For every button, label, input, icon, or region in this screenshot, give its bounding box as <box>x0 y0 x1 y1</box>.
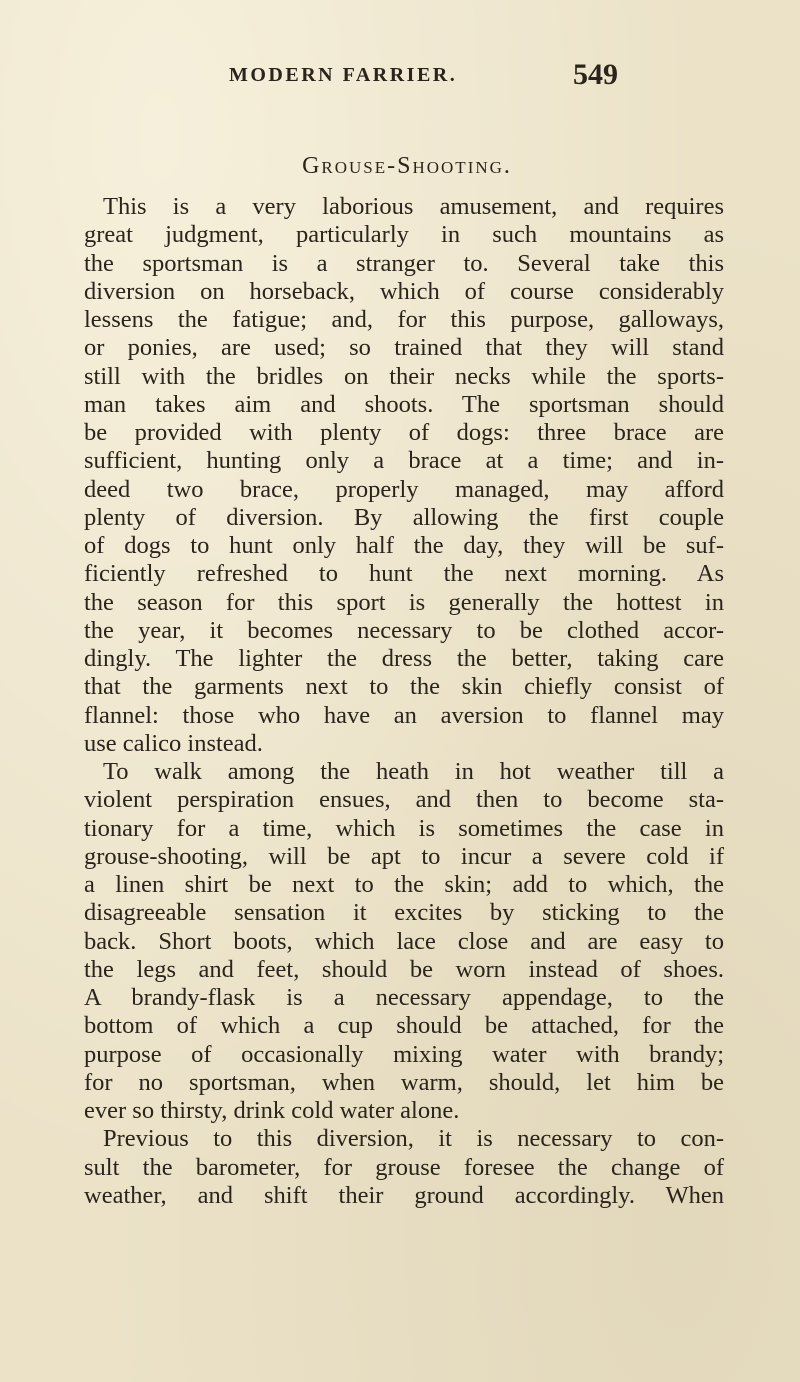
body-text <box>84 193 724 1210</box>
text-line: violent perspiration ensues, and then to become sta- <box>84 786 724 814</box>
text-line: grouse-shooting, will be apt to incur a severe cold if <box>84 842 724 870</box>
text-line: sufficient, hunting only a brace at a time; and in- <box>84 447 724 475</box>
text-line: a linen shirt be next to the skin; add to which, the <box>84 871 724 898</box>
text-line: the season for this sport is generally the hottest in <box>84 588 724 616</box>
text-line: the sportsman is a stranger to. Several take this <box>84 249 724 277</box>
text-line: that the garments next to the skin chiefly consist of <box>84 673 724 701</box>
section-heading: Grouse-Shooting. <box>302 153 512 179</box>
text-line: the legs and feet, should be worn instead of shoes. <box>84 955 724 983</box>
text-line: the year, it becomes necessary to be clothed accor- <box>84 616 724 644</box>
text-line: sult the barometer, for grouse foresee the change of <box>84 1153 724 1181</box>
text-line: of dogs to hunt only half the day, they will be suf- <box>84 532 724 559</box>
text-line: for no sportsman, when warm, should, let him be <box>84 1068 724 1096</box>
text-line: lessens the fatigue; and, for this purpose, galloways, <box>84 306 724 333</box>
text-line: weather, and shift their ground accordingly. When <box>84 1181 724 1209</box>
running-title: MODERN FARRIER. <box>229 64 458 86</box>
text-line: use calico instead. <box>84 729 263 757</box>
text-line: tionary for a time, which is sometimes the case in <box>84 814 724 842</box>
text-line: be provided with plenty of dogs: three brace are <box>84 419 724 446</box>
text-line: Previous to this diversion, it is necessary to con- <box>103 1125 724 1153</box>
text-line: still with the bridles on their necks while the sports- <box>84 362 724 390</box>
text-line: deed two brace, properly managed, may afford <box>84 475 724 503</box>
text-line: plenty of diversion. By allowing the first couple <box>84 503 724 531</box>
page-number: 549 <box>573 58 618 91</box>
text-line: back. Short boots, which lace close and are easy to <box>84 927 724 955</box>
text-line: bottom of which a cup should be attached, for the <box>84 1012 724 1040</box>
text-line: A brandy-flask is a necessary appendage, to the <box>84 984 724 1011</box>
text-line: To walk among the heath in hot weather till a <box>103 758 724 785</box>
text-line: or ponies, are used; so trained that they will stand <box>84 334 724 362</box>
text-line: ever so thirsty, drink cold water alone. <box>84 1097 460 1124</box>
text-line: dingly. The lighter the dress the better, taking care <box>84 645 724 672</box>
text-line: ficiently refreshed to hunt the next morning. As <box>84 560 724 588</box>
text-line: This is a very laborious amusement, and requires <box>103 193 724 220</box>
text-line: man takes aim and shoots. The sportsman should <box>84 390 724 418</box>
running-head <box>0 58 800 98</box>
text-line: flannel: those who have an aversion to flannel may <box>84 701 724 729</box>
text-line: disagreeable sensation it excites by sticking to the <box>84 899 724 927</box>
text-line: diversion on horseback, which of course considerably <box>84 277 724 305</box>
text-line: great judgment, particularly in such mountains as <box>84 221 724 249</box>
text-line: purpose of occasionally mixing water with brandy; <box>84 1040 724 1068</box>
